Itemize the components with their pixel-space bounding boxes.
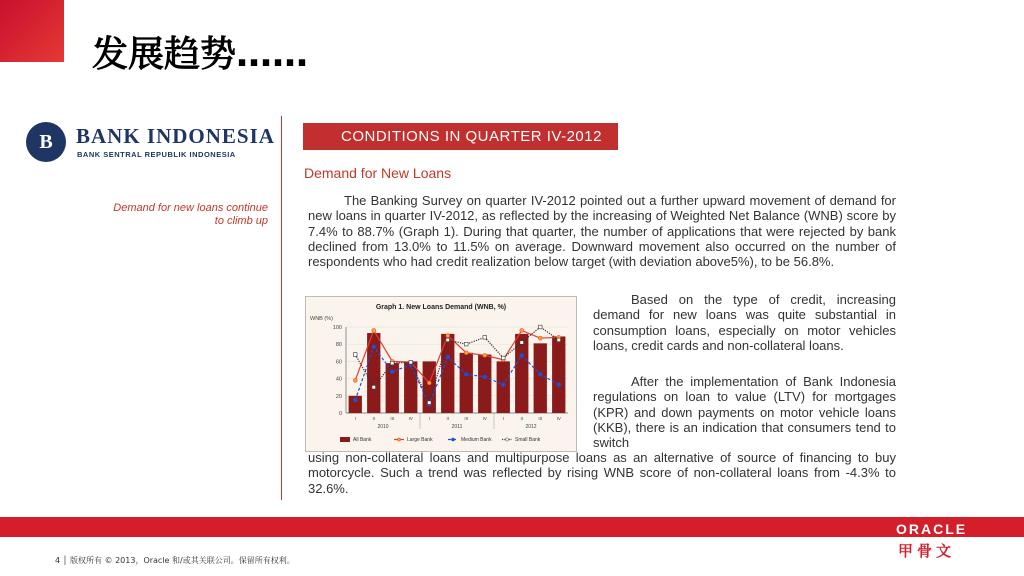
section-heading: Demand for New Loans (304, 165, 452, 181)
y-tick-label: 40 (335, 376, 342, 383)
point-large-bank (520, 328, 524, 332)
bar-all-bank (534, 343, 547, 413)
bar-all-bank (497, 361, 510, 413)
point-medium-bank (501, 383, 505, 387)
x-tick-label: I (502, 416, 504, 421)
logo-subtitle: BANK SENTRAL REPUBLIK INDONESIA (77, 150, 236, 159)
point-medium-bank (464, 372, 468, 376)
paragraph-3: After the implementation of Bank Indonesia regulations on loan to value (LTV) for mortgages (KPR) and down payments on motor vehicle loans (KKB), there is an indication that consumers tend to switch (593, 374, 896, 451)
y-axis-label: WNB (%) (310, 316, 333, 322)
oracle-chinese-logo: 甲骨文 (898, 542, 956, 560)
point-medium-bank (557, 383, 561, 387)
side-note: Demand for new loans continue to climb up (113, 202, 268, 227)
point-medium-bank (353, 398, 357, 402)
x-year-label: 2012 (525, 424, 537, 430)
chart-title: Graph 1. New Loans Demand (WNB, %) (375, 304, 507, 311)
title-corner-accent (0, 0, 64, 62)
point-medium-bank (446, 355, 450, 359)
point-small-bank (557, 338, 561, 342)
point-small-bank (501, 356, 505, 360)
bar-all-bank (478, 355, 491, 413)
y-tick-label: 0 (338, 411, 342, 417)
legend-marker-large-bank (397, 438, 400, 441)
point-small-bank (520, 341, 524, 345)
point-medium-bank (390, 370, 394, 374)
point-small-bank (427, 401, 431, 405)
point-large-bank (427, 381, 431, 385)
x-tick-label: III (538, 416, 543, 421)
x-tick-label: III (390, 416, 395, 421)
slide-title: 发展趋势…… (92, 34, 309, 75)
y-tick-label: 100 (332, 325, 342, 331)
point-medium-bank (483, 375, 487, 379)
paragraph-2: Based on the type of credit, increasing demand for new loans was quite substantial in consumption loans, especially on motor vehicles loans, credit cards and non-collateral loans. (593, 292, 896, 353)
footer-copyright (55, 555, 295, 566)
legend-label-small-bank: Small Bank (515, 437, 541, 443)
graph-1 (305, 296, 577, 452)
new-loans-demand-chart (306, 297, 576, 451)
legend-label-all-bank: All Bank (353, 437, 372, 443)
x-tick-label: IV (408, 416, 413, 421)
point-large-bank (538, 336, 542, 340)
point-medium-bank (520, 353, 524, 357)
paragraph-4: using non-collateral loans and multipurpose loans as an alternative of source of financing to buy motorcycle. Such a trend was reflected by rising WNB score of non-collateral loans from -4.3% to 32.6%. (308, 450, 896, 496)
conditions-banner: CONDITIONS IN QUARTER IV-2012 (303, 123, 618, 150)
x-tick-label: II (520, 416, 524, 421)
legend-marker-small-bank (505, 438, 508, 441)
legend-label-large-bank: Large Bank (407, 437, 433, 443)
legend-marker-medium-bank (451, 438, 454, 441)
footer-separator: │ (62, 556, 70, 565)
oracle-logo: ORACLE (896, 521, 968, 537)
legend-label-medium-bank: Medium Bank (461, 437, 492, 443)
y-tick-label: 60 (335, 359, 342, 366)
point-small-bank (446, 338, 450, 342)
x-year-label: 2011 (451, 424, 463, 430)
bar-all-bank (404, 361, 417, 413)
x-year-label: 2010 (377, 424, 389, 430)
point-medium-bank (538, 372, 542, 376)
legend-swatch-all-bank (340, 437, 350, 442)
x-tick-label: I (354, 416, 356, 421)
y-tick-label: 80 (335, 342, 342, 349)
x-tick-label: I (428, 416, 430, 421)
x-tick-label: II (372, 416, 376, 421)
logo-name: BANK INDONESIA (76, 124, 275, 148)
x-tick-label: II (446, 416, 450, 421)
bar-all-bank (460, 353, 473, 413)
point-large-bank (446, 334, 450, 338)
footer-bar (0, 517, 1024, 537)
page-number: 4 (55, 556, 61, 565)
bar-all-bank (552, 336, 565, 413)
point-small-bank (483, 336, 487, 340)
copyright-text: 版权所有 © 2013，Oracle 和/或其关联公司。保留所有权利。 (70, 556, 295, 565)
embedded-document (20, 110, 920, 505)
paragraph-1: The Banking Survey on quarter IV-2012 pointed out a further upward movement of demand for new loans in quarter IV-2012, as reflected by the increasing of Weighted Net Balance (WNB) score by 7.4% to 88.7% (Graph 1). During that quarter, the number of applications that were rejected by bank declined from 13.0% to 11.5% on average. Downward movement also occurred on the number of respondents who had credit realization below target (with deviation above5%), to be 56.8%. (308, 193, 896, 270)
divider-line (281, 116, 282, 500)
x-tick-label: IV (556, 416, 561, 421)
point-large-bank (464, 351, 468, 355)
point-large-bank (372, 328, 376, 332)
bar-all-bank (441, 334, 454, 413)
point-large-bank (353, 378, 357, 382)
point-large-bank (483, 353, 487, 357)
point-medium-bank (372, 345, 376, 349)
point-small-bank (538, 325, 542, 329)
x-tick-label: IV (482, 416, 487, 421)
y-tick-label: 20 (335, 393, 342, 400)
point-small-bank (372, 385, 376, 389)
x-tick-label: III (464, 416, 469, 421)
bank-indonesia-emblem-icon: B (26, 122, 66, 162)
bank-indonesia-logo (26, 122, 276, 162)
point-small-bank (390, 361, 394, 365)
point-small-bank (353, 353, 357, 357)
point-small-bank (409, 360, 413, 364)
point-small-bank (464, 342, 468, 346)
